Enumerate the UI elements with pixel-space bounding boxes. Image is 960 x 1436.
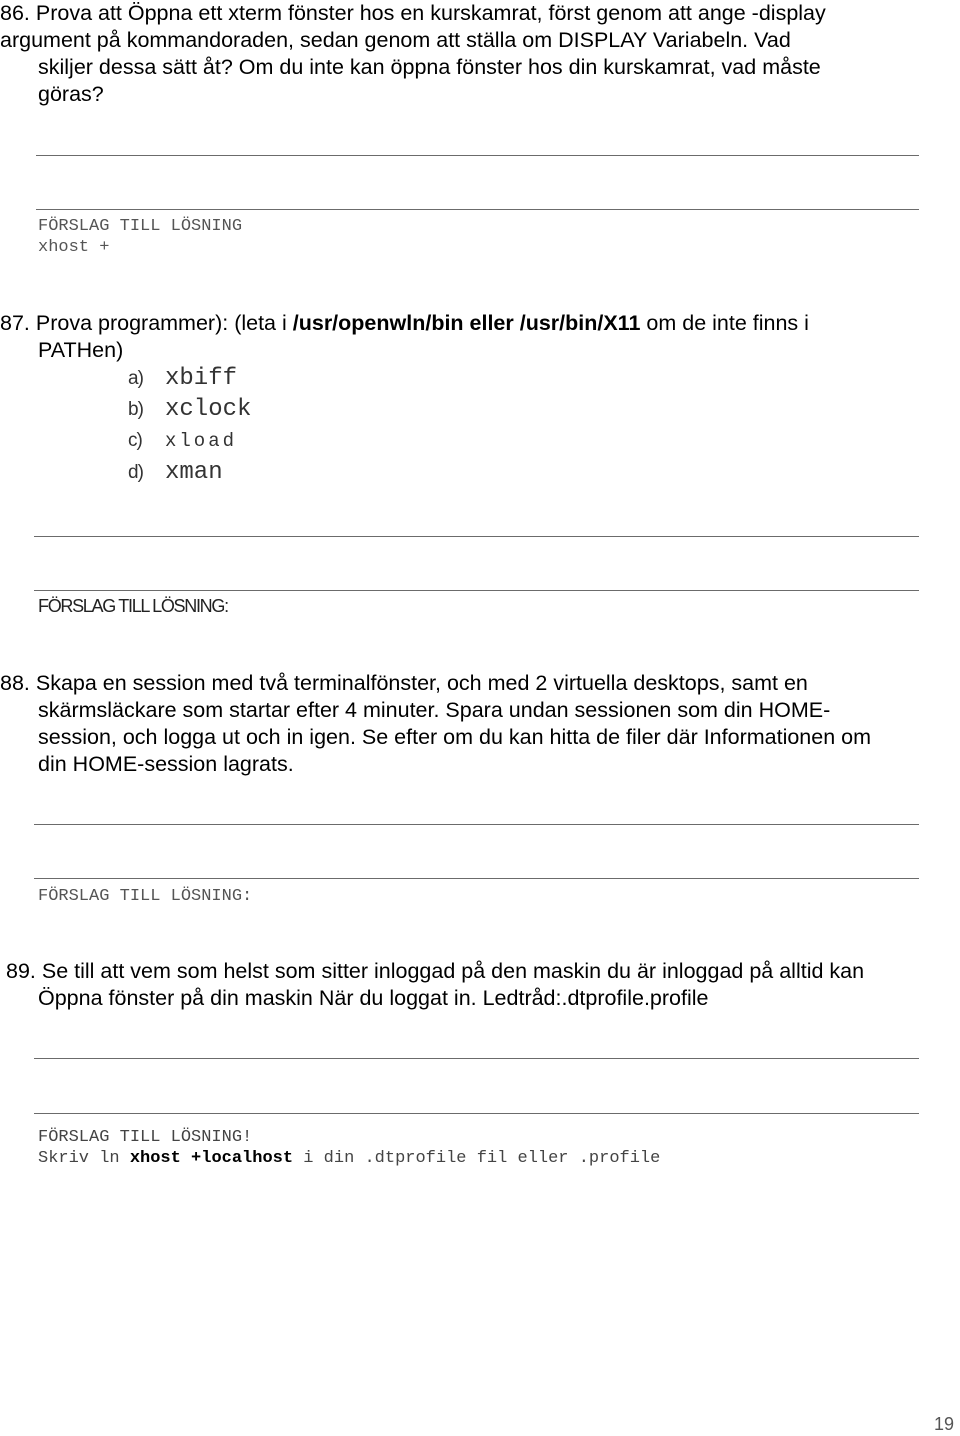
answer-line <box>34 536 919 537</box>
question-86 <box>0 0 826 108</box>
q88-line-1: 88. Skapa en session med två terminalfönster, och med 2 virtuella desktops, samt en <box>0 671 808 695</box>
q86-line-2: argument på kommandoraden, sedan genom att ställa om DISPLAY Variabeln. Vad <box>0 28 791 52</box>
q89-solution-suffix: i din .dtprofile fil eller .profile <box>293 1149 661 1168</box>
item-label: a) <box>128 368 143 389</box>
q88-solution-label: FÖRSLAG TILL LÖSNING: <box>38 887 253 906</box>
answer-line <box>36 155 919 156</box>
list-item <box>128 430 237 452</box>
q86-line-1: 86. Prova att Öppna ett xterm fönster hos en kurskamrat, först genom att ange -display <box>0 1 826 25</box>
q87-line-2: PATHen) <box>38 338 124 362</box>
question-88 <box>0 670 871 778</box>
q87-suffix: om de inte finns i <box>640 311 809 335</box>
answer-line <box>36 209 919 210</box>
q87-solution-label: FÖRSLAG TILL LÖSNING: <box>38 596 228 616</box>
answer-line <box>34 1113 919 1114</box>
list-item <box>128 459 223 486</box>
answer-line <box>34 824 919 825</box>
q89-line-2: Öppna fönster på din maskin När du loggat in. Ledtråd:.dtprofile.profile <box>38 986 709 1010</box>
q86-line-4: göras? <box>38 82 104 106</box>
item-text: xload <box>165 430 238 452</box>
q88-line-2: skärmsläckare som startar efter 4 minuter. Spara undan sessionen som din HOME- <box>38 698 831 722</box>
answer-line <box>34 1058 919 1059</box>
q87-paths: /usr/openwln/bin eller /usr/bin/X11 <box>292 311 641 335</box>
q86-solution-text: xhost + <box>38 238 110 257</box>
q88-line-4: din HOME-session lagrats. <box>38 752 294 776</box>
answer-line <box>34 878 919 879</box>
item-label: b) <box>128 399 143 420</box>
q89-line-1: 89. Se till att vem som helst som sitter inloggad på den maskin du är inloggad på alltid kan <box>6 959 865 983</box>
item-text: xman <box>165 459 223 486</box>
q89-solution-prefix: Skriv ln <box>38 1149 130 1168</box>
page-number: 19 <box>933 1414 954 1434</box>
question-89 <box>0 958 864 1012</box>
item-text: xbiff <box>165 365 238 392</box>
q89-solution-text <box>38 1148 660 1169</box>
item-label: d) <box>128 462 143 483</box>
q89-solution-label: FÖRSLAG TILL LÖSNING! <box>38 1128 253 1147</box>
question-87 <box>0 310 809 364</box>
item-text: xclock <box>165 396 252 423</box>
q88-line-3: session, och logga ut och in igen. Se efter om du kan hitta de filer där Informationen om <box>38 725 872 749</box>
list-item <box>128 365 237 392</box>
q86-solution-label: FÖRSLAG TILL LÖSNING <box>38 217 243 236</box>
q87-prefix: 87. Prova programmer): (leta i <box>0 311 293 335</box>
answer-line <box>34 590 919 591</box>
q89-solution-command: xhost +localhost <box>129 1149 294 1168</box>
list-item <box>128 396 251 423</box>
item-label: c) <box>128 430 142 451</box>
q86-line-3: skiljer dessa sätt åt? Om du inte kan öppna fönster hos din kurskamrat, vad måste <box>38 55 821 79</box>
q87-line-1 <box>0 310 809 337</box>
